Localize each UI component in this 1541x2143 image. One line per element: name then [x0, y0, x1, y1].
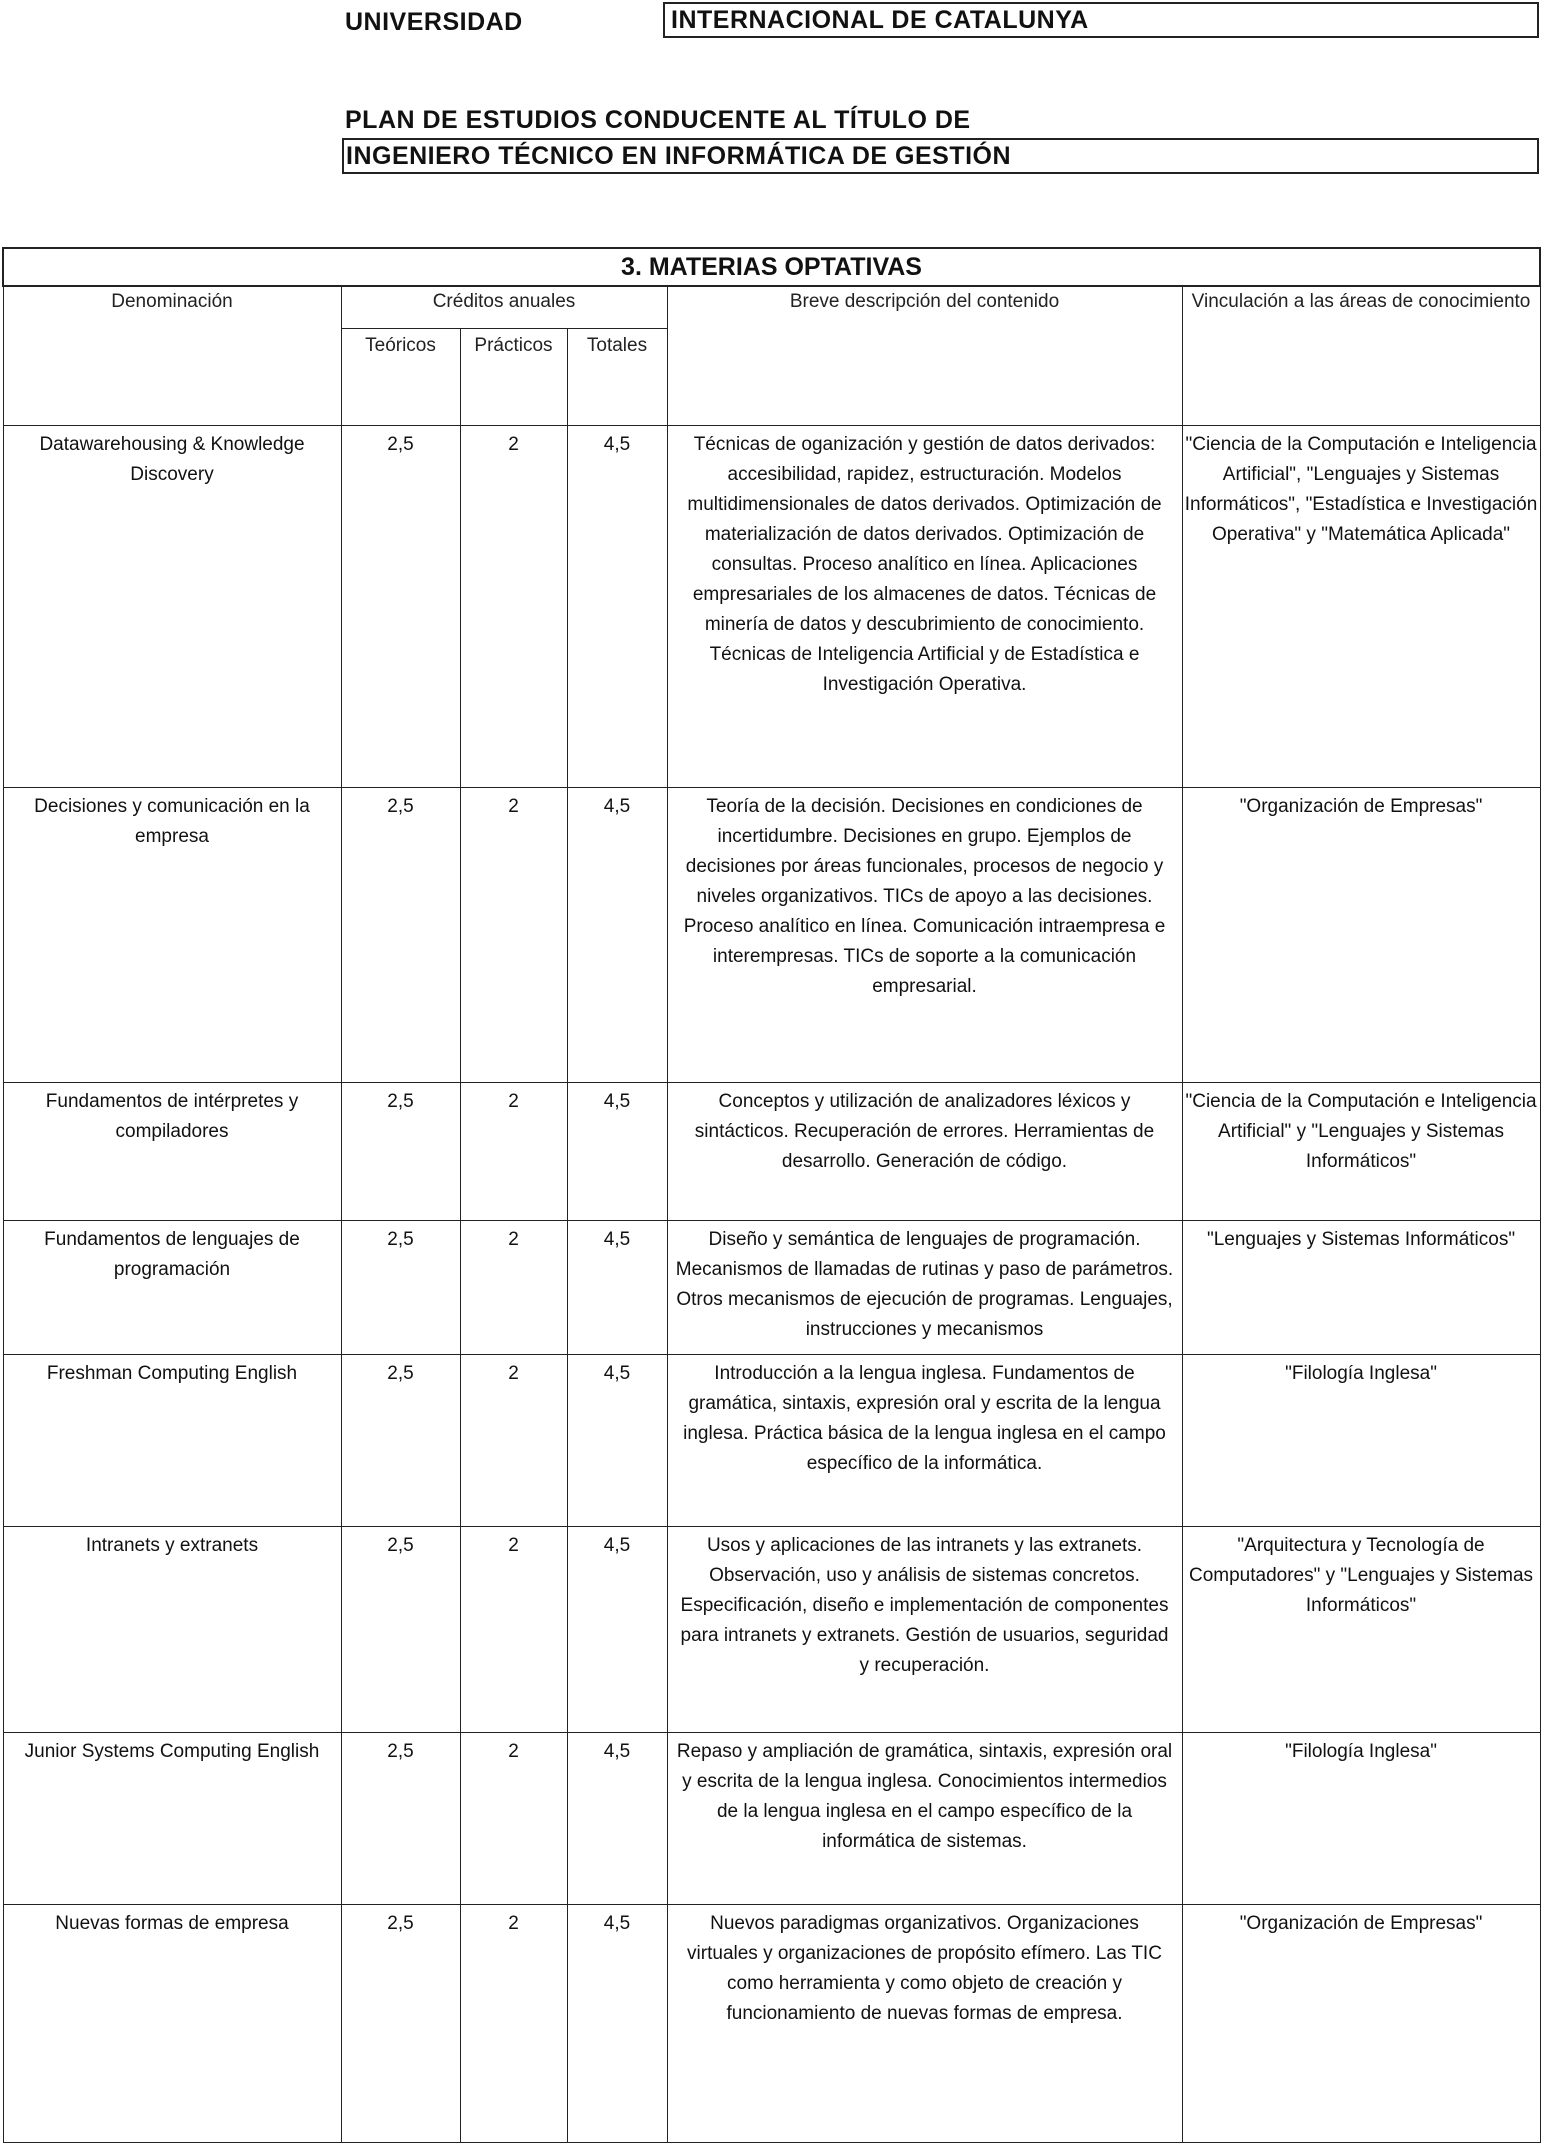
university-name-box: INTERNACIONAL DE CATALUNYA	[663, 2, 1539, 38]
knowledge-area: "Filología Inglesa"	[1182, 1733, 1540, 1905]
credits-practice: 2	[460, 1905, 567, 2143]
credits-theory: 2,5	[341, 1905, 460, 2143]
plan-label: PLAN DE ESTUDIOS CONDUCENTE AL TÍTULO DE	[345, 106, 971, 134]
subject-name: Intranets y extranets	[3, 1527, 341, 1733]
knowledge-area: "Lenguajes y Sistemas Informáticos"	[1182, 1221, 1540, 1355]
credits-total: 4,5	[567, 1733, 667, 1905]
knowledge-area: "Arquitectura y Tecnología de Computadores" y "Lenguajes y Sistemas Informáticos"	[1182, 1527, 1540, 1733]
column-header-area: Vinculación a las áreas de conocimiento	[1182, 286, 1540, 426]
credits-total: 4,5	[567, 1905, 667, 2143]
knowledge-area: "Filología Inglesa"	[1182, 1355, 1540, 1527]
subject-name: Freshman Computing English	[3, 1355, 341, 1527]
subject-description: Introducción a la lengua inglesa. Fundamentos de gramática, sintaxis, expresión oral y escrita de la lengua inglesa. Práctica básica de la lengua inglesa en el campo específico de la informática.	[667, 1355, 1182, 1527]
column-header-description: Breve descripción del contenido	[667, 286, 1182, 426]
credits-total: 4,5	[567, 1083, 667, 1221]
table-row	[3, 426, 1540, 788]
credits-theory: 2,5	[341, 788, 460, 1083]
knowledge-area: "Ciencia de la Computación e Inteligencia Artificial", "Lenguajes y Sistemas Informáticos", "Estadística e Investigación Operativa" y "Matemática Aplicada"	[1182, 426, 1540, 788]
subject-description: Repaso y ampliación de gramática, sintaxis, expresión oral y escrita de la lengua inglesa. Conocimientos intermedios de la lengua inglesa en el campo específico de la informática de sistemas.	[667, 1733, 1182, 1905]
subject-description: Teoría de la decisión. Decisiones en condiciones de incertidumbre. Decisiones en grupo. Ejemplos de decisiones por áreas funcionales, procesos de negocio y niveles organizativos. TICs de apoyo a las decisiones. Proceso analítico en línea. Comunicación intraempresa e interempresas. TICs de soporte a la comunicación empresarial.	[667, 788, 1182, 1083]
table-row	[3, 1733, 1540, 1905]
knowledge-area: "Organización de Empresas"	[1182, 1905, 1540, 2143]
table-row	[3, 1083, 1540, 1221]
credits-total: 4,5	[567, 1355, 667, 1527]
degree-title-box: INGENIERO TÉCNICO EN INFORMÁTICA DE GESTIÓN	[342, 138, 1539, 174]
subject-description-text: Diseño y semántica de lenguajes de programación. Mecanismos de llamadas de rutinas y paso de parámetros. Otros mecanismos de ejecución de programas. Lenguajes, instrucciones y mecanismos	[675, 1229, 1174, 1340]
column-header-name: Denominación	[3, 286, 341, 426]
optional-subjects-table	[2, 247, 1541, 2143]
subject-name: Junior Systems Computing English	[3, 1733, 341, 1905]
credits-theory: 2,5	[341, 1083, 460, 1221]
knowledge-area: "Organización de Empresas"	[1182, 788, 1540, 1083]
credits-total: 4,5	[567, 426, 667, 788]
credits-practice: 2	[460, 1733, 567, 1905]
section-title: 3. MATERIAS OPTATIVAS	[3, 248, 1540, 286]
column-header-practice: Prácticos	[460, 328, 567, 425]
subject-description: Conceptos y utilización de analizadores léxicos y sintácticos. Recuperación de errores. Herramientas de desarrollo. Generación de código.	[667, 1083, 1182, 1221]
table-row	[3, 1527, 1540, 1733]
credits-theory: 2,5	[341, 1527, 460, 1733]
credits-practice: 2	[460, 1355, 567, 1527]
column-header-total: Totales	[567, 328, 667, 425]
subject-name: Decisiones y comunicación en la empresa	[3, 788, 341, 1083]
subject-description: Nuevos paradigmas organizativos. Organizaciones virtuales y organizaciones de propósito efímero. Las TIC como herramienta y como objeto de creación y funcionamiento de nuevas formas de empresa.	[667, 1905, 1182, 2143]
subject-name: Nuevas formas de empresa	[3, 1905, 341, 2143]
credits-total: 4,5	[567, 788, 667, 1083]
credits-theory: 2,5	[341, 1355, 460, 1527]
subject-name: Datawarehousing & Knowledge Discovery	[3, 426, 341, 788]
credits-total: 4,5	[567, 1221, 667, 1355]
credits-practice: 2	[460, 1221, 567, 1355]
table-row	[3, 1221, 1540, 1355]
subject-description: Técnicas de oganización y gestión de datos derivados: accesibilidad, rapidez, estructuración. Modelos multidimensionales de datos derivados. Optimización de materialización de datos derivados. Optimización de consultas. Proceso analítico en línea. Aplicaciones empresariales de los almacenes de datos. Técnicas de minería de datos y descubrimiento de conocimiento. Técnicas de Inteligencia Artificial y de Estadística e Investigación Operativa.	[667, 426, 1182, 788]
credits-practice: 2	[460, 1527, 567, 1733]
credits-total: 4,5	[567, 1527, 667, 1733]
subject-description: Usos y aplicaciones de las intranets y las extranets. Observación, uso y análisis de sistemas concretos. Especificación, diseño e implementación de componentes para intranets y extranets. Gestión de usuarios, seguridad y recuperación.	[667, 1527, 1182, 1733]
credits-practice: 2	[460, 1083, 567, 1221]
column-header-credits: Créditos anuales	[341, 286, 667, 328]
credits-theory: 2,5	[341, 1221, 460, 1355]
credits-practice: 2	[460, 788, 567, 1083]
credits-theory: 2,5	[341, 1733, 460, 1905]
university-label: UNIVERSIDAD	[345, 8, 523, 36]
subject-name: Fundamentos de intérpretes y compiladores	[3, 1083, 341, 1221]
credits-theory: 2,5	[341, 426, 460, 788]
table-row	[3, 1905, 1540, 2143]
table-row	[3, 788, 1540, 1083]
subject-description	[667, 1221, 1182, 1355]
column-header-theory: Teóricos	[341, 328, 460, 425]
subject-name: Fundamentos de lenguajes de programación	[3, 1221, 341, 1355]
table-row	[3, 1355, 1540, 1527]
knowledge-area: "Ciencia de la Computación e Inteligencia Artificial" y "Lenguajes y Sistemas Informáticos"	[1182, 1083, 1540, 1221]
credits-practice: 2	[460, 426, 567, 788]
